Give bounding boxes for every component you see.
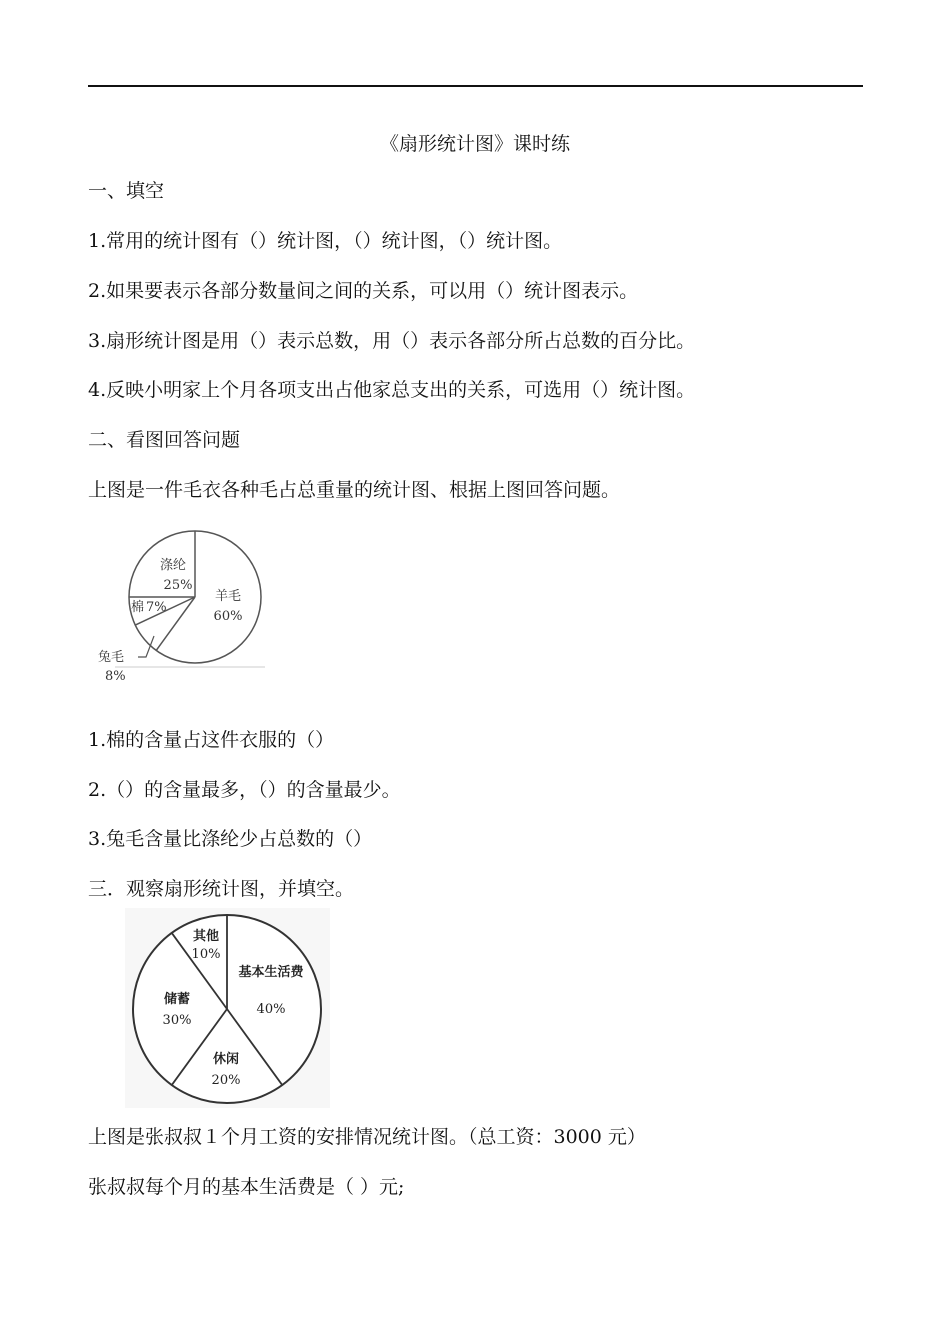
- value-cotton: 7%: [146, 600, 167, 615]
- label-rabbit: 兔毛: [98, 650, 125, 665]
- value-basic: 40%: [256, 1002, 286, 1017]
- label-wool: 羊毛: [214, 589, 242, 604]
- header-rule: [88, 85, 863, 87]
- label-polyester: 涤纶: [159, 558, 187, 573]
- section1-heading: 一、填空: [88, 180, 165, 202]
- section3-heading: 三．观察扇形统计图，并填空。: [88, 878, 355, 900]
- question: 2.如果要表示各部分数量间之间的关系，可以用（）统计图表示。: [88, 280, 639, 302]
- label-basic: 基本生活费: [238, 965, 304, 980]
- label-other: 其他: [192, 929, 220, 944]
- label-leisure: 休闲: [212, 1052, 240, 1067]
- value-wool: 60%: [213, 609, 243, 624]
- value-leisure: 20%: [211, 1073, 241, 1088]
- question: 2.（）的含量最多，（）的含量最少。: [88, 779, 401, 801]
- question: 3.兔毛含量比涤纶少占总数的（）: [88, 828, 373, 850]
- section2-intro: 上图是一件毛衣各种毛占总重量的统计图、根据上图回答问题。: [88, 479, 621, 501]
- label-cotton: 棉: [131, 600, 145, 615]
- section3-caption: 上图是张叔叔１个月工资的安排情况统计图。（总工资：3000 元）: [88, 1126, 646, 1148]
- page-title: 《扇形统计图》课时练: [379, 133, 570, 155]
- question: 1.常用的统计图有（）统计图，（）统计图，（）统计图。: [88, 230, 563, 252]
- section2-heading: 二、看图回答问题: [88, 429, 241, 451]
- value-other: 10%: [191, 947, 221, 962]
- value-polyester: 25%: [163, 578, 193, 593]
- value-savings: 30%: [162, 1013, 192, 1028]
- label-savings: 储蓄: [163, 992, 191, 1007]
- question: 4.反映小明家上个月各项支出占他家总支出的关系，可选用（）统计图。: [88, 379, 696, 401]
- value-rabbit: 8%: [105, 669, 126, 684]
- salary-pie-chart: [125, 908, 330, 1108]
- question: 3.扇形统计图是用（）表示总数，用（）表示各部分所占总数的百分比。: [88, 330, 696, 352]
- question: 1.棉的含量占这件衣服的（）: [88, 729, 335, 751]
- wool-pie-chart: [90, 525, 280, 690]
- question: 张叔叔每个月的基本生活费是（ ）元;: [88, 1176, 405, 1198]
